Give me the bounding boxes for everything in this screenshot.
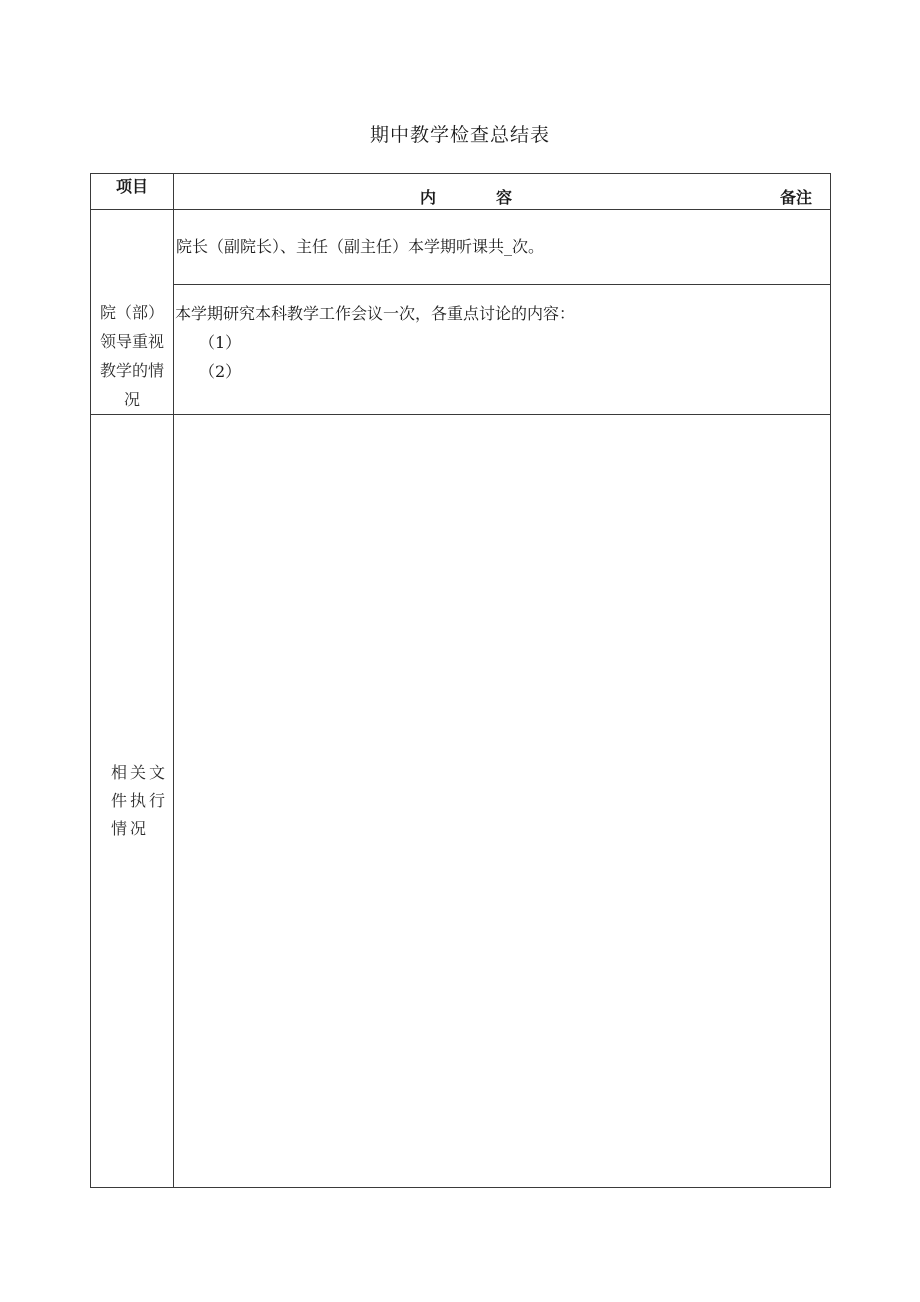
documents-label [91, 415, 174, 1188]
meeting-item: （2） [199, 361, 242, 381]
meeting-cell [174, 284, 831, 414]
leadership-label [91, 210, 174, 415]
header-content [420, 185, 512, 208]
leadership-meeting-row [91, 284, 831, 414]
leadership-label-line: 院（部） [99, 303, 164, 322]
header-content-left: 内 [420, 188, 437, 207]
meeting-text: 本学期研究本科教学工作会议一次，各重点讨论的内容： [175, 303, 576, 323]
documents-label-line: 情况 [111, 819, 150, 838]
summary-table [90, 173, 831, 1188]
listen-text: 院长（副院长）、主任（副主任）本学期听课共_次。 [176, 237, 545, 256]
page-title: 期中教学检查总结表 [369, 124, 550, 146]
documents-content-cell[interactable] [174, 415, 831, 1188]
leadership-label-line: 领导重视 [99, 332, 164, 351]
documents-label-line: 件执行 [111, 791, 169, 810]
header-item: 项目 [91, 174, 174, 210]
documents-row [91, 415, 831, 1188]
documents-label-line: 相关文 [111, 763, 169, 782]
header-content-cell [174, 174, 831, 210]
leadership-listen-row [91, 210, 831, 285]
header-remark: 备注 [779, 188, 812, 207]
meeting-item: （1） [199, 332, 242, 352]
listen-cell [174, 210, 831, 285]
leadership-label-line: 况 [123, 390, 140, 409]
leadership-label-line: 教学的情 [99, 361, 164, 380]
table-header-row [91, 174, 831, 210]
header-content-right: 容 [496, 188, 513, 207]
